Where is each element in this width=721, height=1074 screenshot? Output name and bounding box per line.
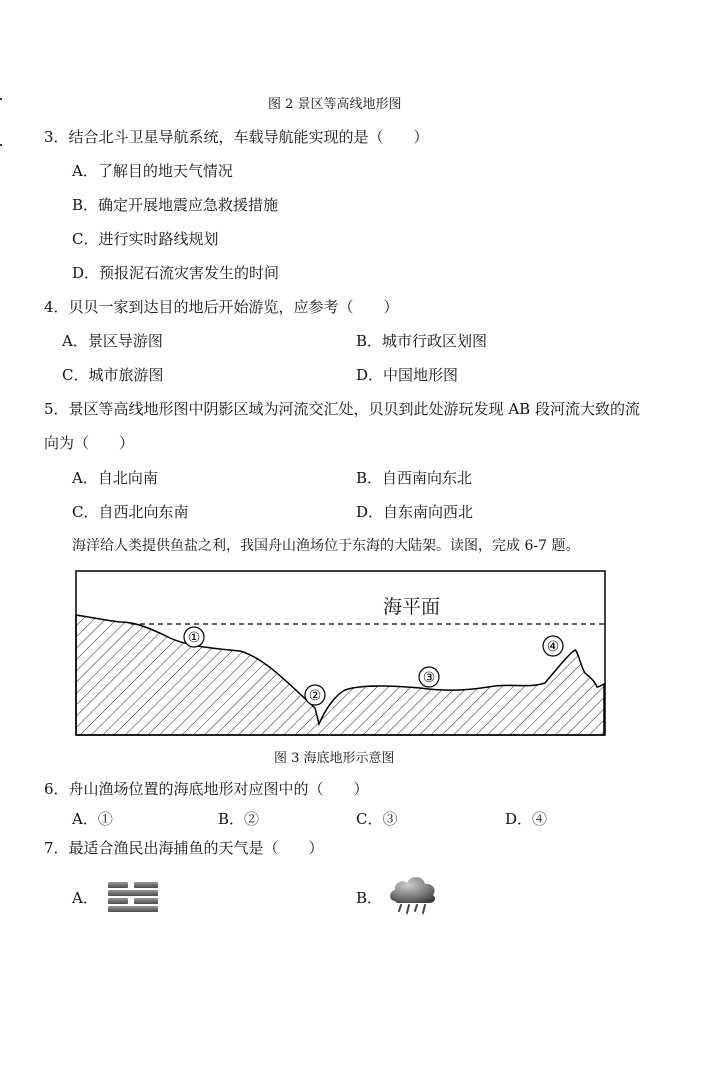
marker-4-label: ④ xyxy=(546,639,560,655)
q7-option-a-label: A． xyxy=(72,889,98,907)
fog-icon xyxy=(108,881,160,917)
q6-option-c: C．③ xyxy=(356,810,398,828)
sea-level-label: 海平面 xyxy=(383,596,441,618)
q4-option-c: C．城市旅游图 xyxy=(62,366,164,384)
q3-option-d: D．预报泥石流灾害发生的时间 xyxy=(72,264,280,282)
q5-option-c: C．自西北向东南 xyxy=(72,503,189,521)
q6-option-b: B．② xyxy=(218,810,260,828)
q6-option-a: A．① xyxy=(72,810,113,828)
q4-option-b: B．城市行政区划图 xyxy=(356,332,488,350)
q3-option-c: C．进行实时路线规划 xyxy=(72,230,219,248)
q5-option-a: A．自北向南 xyxy=(72,469,158,487)
q3-stem: 3．结合北斗卫星导航系统，车载导航能实现的是（ ） xyxy=(44,128,429,146)
marker-4 xyxy=(543,636,563,656)
marker-1 xyxy=(184,627,204,647)
q5-option-b: B．自西南向东北 xyxy=(356,469,473,487)
q7-option-b-label: B． xyxy=(356,889,383,907)
page-edge-mark xyxy=(0,144,2,146)
q7-stem: 7．最适合渔民出海捕鱼的天气是（ ） xyxy=(44,839,324,857)
q4-option-d: D．中国地形图 xyxy=(356,366,459,384)
rain-cloud-icon xyxy=(387,873,439,921)
q6-stem: 6．舟山渔场位置的海底地形对应图中的（ ） xyxy=(44,780,369,798)
q4-stem: 4．贝贝一家到达目的地后开始游览，应参考（ ） xyxy=(44,298,399,316)
q6-option-d: D．④ xyxy=(505,810,548,828)
q4-option-a: A．景区导游图 xyxy=(62,332,163,350)
figure3-caption: 图 3 海底地形示意图 xyxy=(274,751,395,766)
marker-2 xyxy=(305,685,325,705)
q5-stem-line2: 向为（ ） xyxy=(44,434,135,452)
intro-6-7: 海洋给人类提供鱼盐之利，我国舟山渔场位于东海的大陆架。读图，完成 6-7 题。 xyxy=(72,538,580,554)
figure2-caption: 图 2 景区等高线地形图 xyxy=(268,97,402,112)
page-edge-mark xyxy=(0,98,2,100)
marker-3-label: ③ xyxy=(422,670,436,686)
seafloor-terrain-diagram xyxy=(75,570,606,736)
q5-option-d: D．自东南向西北 xyxy=(356,503,474,521)
q3-option-b: B．确定开展地震应急救援措施 xyxy=(72,196,279,214)
marker-2-label: ② xyxy=(308,688,322,704)
marker-3 xyxy=(419,667,439,687)
q5-stem-line1: 5．景区等高线地形图中阴影区域为河流交汇处，贝贝到此处游玩发现 AB 段河流大致的流 xyxy=(44,400,640,418)
q3-option-a: A．了解目的地天气情况 xyxy=(72,162,233,180)
marker-1-label: ① xyxy=(187,630,201,646)
